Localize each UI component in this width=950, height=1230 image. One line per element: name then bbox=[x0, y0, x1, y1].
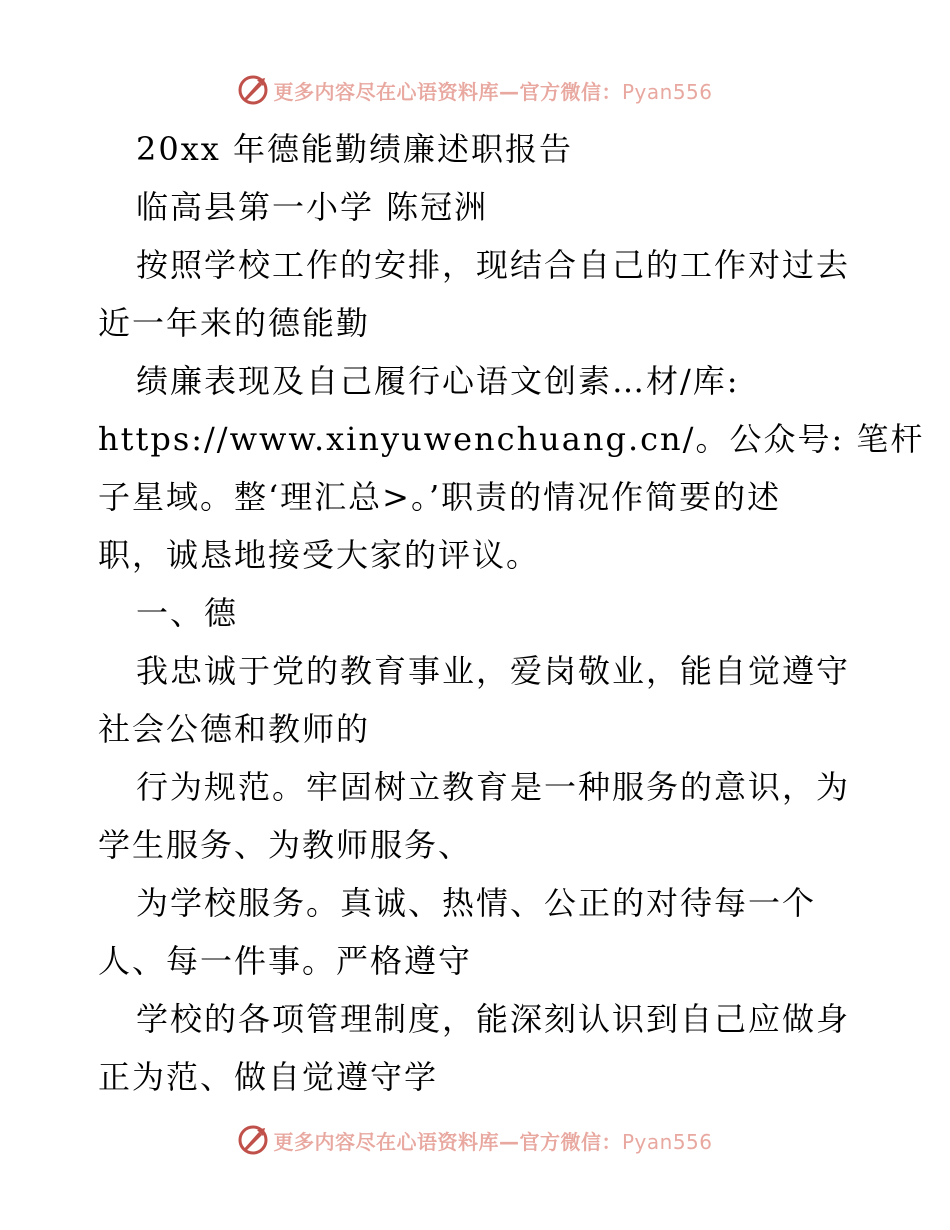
text-line: 20xx 年德能勤绩廉述职报告 bbox=[136, 130, 573, 168]
watermark-text: 更多内容尽在心语资料库—官方微信：Pyan556 bbox=[273, 1129, 713, 1154]
text-line: 人、每一件事。严格遵守 bbox=[98, 942, 473, 980]
header-watermark bbox=[0, 70, 950, 110]
text-line: 学生服务、为教师服务、 bbox=[98, 826, 473, 864]
text-line: 正为范、做自觉遵守学 bbox=[98, 1058, 439, 1096]
document-body bbox=[98, 120, 925, 1106]
feather-pen-logo-icon bbox=[237, 1124, 269, 1156]
text-line: 近一年来的德能勤 bbox=[98, 304, 371, 342]
text-line: 我忠诚于党的教育事业，爱岗敬业，能自觉遵守 bbox=[136, 652, 851, 690]
text-line: 学校的各项管理制度，能深刻认识到自己应做身 bbox=[136, 1000, 851, 1038]
text-line: 行为规范。牢固树立教育是一种服务的意识，为 bbox=[136, 768, 851, 806]
text-line: 为学校服务。真诚、热情、公正的对待每一个 bbox=[136, 884, 817, 922]
text-line: 一、德 bbox=[136, 594, 239, 632]
text-line: 子星域。整‘理汇总>。’职责的情况作简要的述 bbox=[98, 478, 782, 516]
text-line: 临高县第一小学 陈冠洲 bbox=[136, 188, 489, 226]
watermark-text: 更多内容尽在心语资料库—官方微信：Pyan556 bbox=[273, 79, 713, 104]
text-line: 按照学校工作的安排，现结合自己的工作对过去 bbox=[136, 246, 851, 284]
text-line: 社会公德和教师的 bbox=[98, 710, 371, 748]
text-line: 职，诚恳地接受大家的评议。 bbox=[98, 536, 541, 574]
footer-watermark bbox=[0, 1120, 950, 1160]
text-line: 绩廉表现及自己履行心语文创素…材/库: bbox=[136, 362, 740, 400]
text-line: https://www.xinyuwenchuang.cn/。公众号: 笔杆 bbox=[98, 420, 925, 458]
feather-pen-logo-icon bbox=[237, 74, 269, 106]
